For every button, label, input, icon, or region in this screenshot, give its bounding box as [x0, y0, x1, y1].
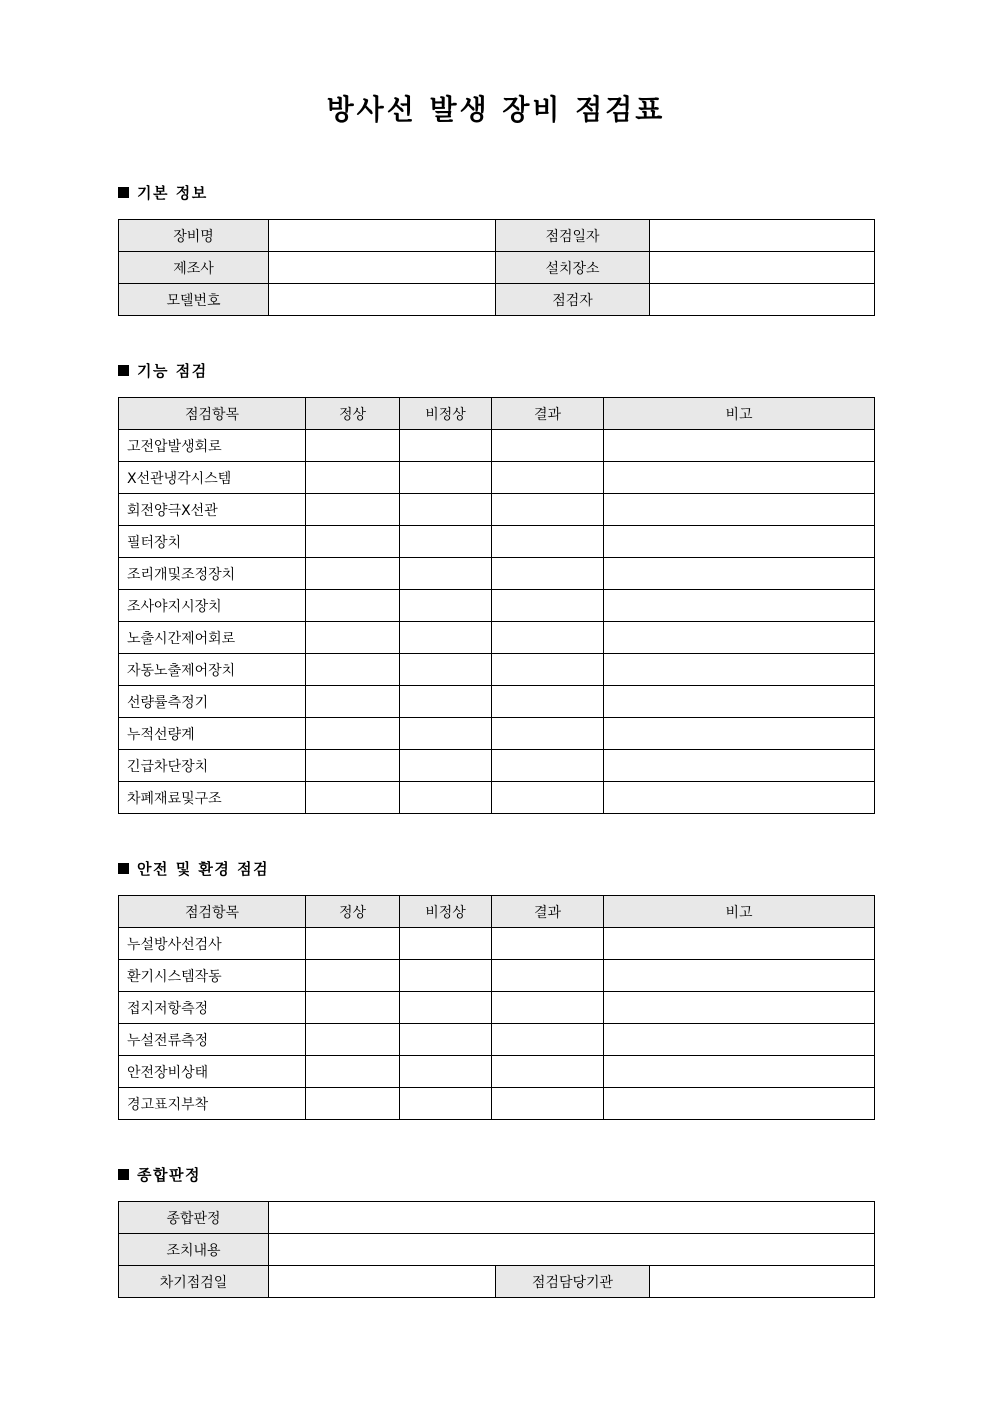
functional-abnormal-cell[interactable]	[400, 718, 492, 750]
safety-normal-cell[interactable]	[306, 1088, 400, 1120]
label-manufacturer: 제조사	[119, 252, 269, 284]
functional-abnormal-cell[interactable]	[400, 654, 492, 686]
safety-remark-cell[interactable]	[604, 960, 875, 992]
functional-remark-cell[interactable]	[604, 686, 875, 718]
functional-abnormal-cell[interactable]	[400, 622, 492, 654]
table-row	[119, 928, 875, 960]
table-row	[119, 558, 875, 590]
safety-item-label: 경고표지부착	[119, 1088, 306, 1120]
safety-normal-cell[interactable]	[306, 928, 400, 960]
functional-item-label: 자동노출제어장치	[119, 654, 306, 686]
safety-remark-cell[interactable]	[604, 992, 875, 1024]
functional-result-cell[interactable]	[492, 462, 604, 494]
functional-remark-cell[interactable]	[604, 750, 875, 782]
label-install-location: 설치장소	[496, 252, 650, 284]
field-inspector[interactable]	[650, 284, 875, 316]
safety-item-label: 환기시스템작동	[119, 960, 306, 992]
safety-result-cell[interactable]	[492, 1056, 604, 1088]
table-row	[119, 1202, 875, 1234]
column-header-item: 점검항목	[119, 398, 306, 430]
safety-result-cell[interactable]	[492, 1088, 604, 1120]
safety-remark-cell[interactable]	[604, 1088, 875, 1120]
section-header-safety-inspection	[118, 858, 874, 879]
safety-remark-cell[interactable]	[604, 1056, 875, 1088]
safety-item-label: 접지저항측정	[119, 992, 306, 1024]
functional-result-cell[interactable]	[492, 494, 604, 526]
field-next-inspection-date[interactable]	[269, 1266, 496, 1298]
functional-item-label: 고전압발생회로	[119, 430, 306, 462]
functional-inspection-table	[118, 397, 875, 814]
functional-remark-cell[interactable]	[604, 558, 875, 590]
safety-item-label: 안전장비상태	[119, 1056, 306, 1088]
table-row	[119, 1088, 875, 1120]
column-header-result: 결과	[492, 398, 604, 430]
table-row	[119, 526, 875, 558]
section-title-basic-info: 기본 정보	[137, 184, 208, 202]
functional-result-cell[interactable]	[492, 622, 604, 654]
functional-normal-cell[interactable]	[306, 526, 400, 558]
section-title-safety-inspection: 안전 및 환경 점검	[137, 860, 270, 878]
section-title-overall-judgement: 종합판정	[137, 1166, 201, 1184]
functional-abnormal-cell[interactable]	[400, 590, 492, 622]
functional-remark-cell[interactable]	[604, 430, 875, 462]
functional-abnormal-cell[interactable]	[400, 462, 492, 494]
safety-abnormal-cell[interactable]	[400, 928, 492, 960]
functional-normal-cell[interactable]	[306, 462, 400, 494]
functional-item-label: 노출시간제어회로	[119, 622, 306, 654]
safety-result-cell[interactable]	[492, 1024, 604, 1056]
column-header-remark: 비고	[604, 398, 875, 430]
functional-item-label: 조사야지시장치	[119, 590, 306, 622]
functional-normal-cell[interactable]	[306, 718, 400, 750]
functional-item-label: 회전양극X선관	[119, 494, 306, 526]
safety-abnormal-cell[interactable]	[400, 960, 492, 992]
field-inspection-agency[interactable]	[650, 1266, 875, 1298]
safety-abnormal-cell[interactable]	[400, 1024, 492, 1056]
functional-remark-cell[interactable]	[604, 462, 875, 494]
functional-item-label: 필터장치	[119, 526, 306, 558]
functional-remark-cell[interactable]	[604, 654, 875, 686]
functional-normal-cell[interactable]	[306, 654, 400, 686]
section-header-functional-inspection	[118, 360, 874, 381]
column-header-item: 점검항목	[119, 896, 306, 928]
square-bullet-icon	[118, 1169, 129, 1180]
table-row	[119, 654, 875, 686]
safety-abnormal-cell[interactable]	[400, 1088, 492, 1120]
functional-abnormal-cell[interactable]	[400, 782, 492, 814]
column-header-remark: 비고	[604, 896, 875, 928]
safety-abnormal-cell[interactable]	[400, 1056, 492, 1088]
functional-item-label: X선관냉각시스템	[119, 462, 306, 494]
label-action-taken: 조치내용	[119, 1234, 269, 1266]
functional-item-label: 선량률측정기	[119, 686, 306, 718]
safety-normal-cell[interactable]	[306, 992, 400, 1024]
safety-result-cell[interactable]	[492, 960, 604, 992]
table-row	[119, 750, 875, 782]
table-row	[119, 462, 875, 494]
table-header-row	[119, 896, 875, 928]
safety-abnormal-cell[interactable]	[400, 992, 492, 1024]
functional-remark-cell[interactable]	[604, 526, 875, 558]
table-row	[119, 1234, 875, 1266]
column-header-result: 결과	[492, 896, 604, 928]
functional-item-label: 차폐재료및구조	[119, 782, 306, 814]
functional-result-cell[interactable]	[492, 718, 604, 750]
square-bullet-icon	[118, 863, 129, 874]
basic-info-table	[118, 219, 875, 316]
safety-inspection-table	[118, 895, 875, 1120]
functional-result-cell[interactable]	[492, 430, 604, 462]
safety-result-cell[interactable]	[492, 928, 604, 960]
table-row	[119, 1056, 875, 1088]
functional-item-label: 누적선량계	[119, 718, 306, 750]
safety-normal-cell[interactable]	[306, 1024, 400, 1056]
section-header-overall-judgement	[118, 1164, 874, 1185]
functional-normal-cell[interactable]	[306, 558, 400, 590]
safety-normal-cell[interactable]	[306, 960, 400, 992]
functional-abnormal-cell[interactable]	[400, 686, 492, 718]
safety-result-cell[interactable]	[492, 992, 604, 1024]
functional-normal-cell[interactable]	[306, 782, 400, 814]
field-manufacturer[interactable]	[269, 252, 496, 284]
column-header-normal: 정상	[306, 896, 400, 928]
label-model-number: 모델번호	[119, 284, 269, 316]
section-title-functional-inspection: 기능 점검	[137, 362, 208, 380]
functional-abnormal-cell[interactable]	[400, 558, 492, 590]
functional-normal-cell[interactable]	[306, 750, 400, 782]
table-header-row	[119, 398, 875, 430]
safety-remark-cell[interactable]	[604, 928, 875, 960]
field-model-number[interactable]	[269, 284, 496, 316]
square-bullet-icon	[118, 187, 129, 198]
label-inspection-agency: 점검담당기관	[496, 1266, 650, 1298]
label-inspector: 점검자	[496, 284, 650, 316]
section-header-basic-info	[118, 182, 874, 203]
functional-abnormal-cell[interactable]	[400, 750, 492, 782]
table-row	[119, 252, 875, 284]
table-row	[119, 220, 875, 252]
safety-item-label: 누설방사선검사	[119, 928, 306, 960]
table-row	[119, 1266, 875, 1298]
table-row	[119, 430, 875, 462]
field-equipment-name[interactable]	[269, 220, 496, 252]
label-next-inspection-date: 차기점검일	[119, 1266, 269, 1298]
functional-abnormal-cell[interactable]	[400, 494, 492, 526]
square-bullet-icon	[118, 365, 129, 376]
column-header-abnormal: 비정상	[400, 398, 492, 430]
table-row	[119, 590, 875, 622]
safety-normal-cell[interactable]	[306, 1056, 400, 1088]
functional-result-cell[interactable]	[492, 654, 604, 686]
functional-normal-cell[interactable]	[306, 590, 400, 622]
column-header-normal: 정상	[306, 398, 400, 430]
safety-remark-cell[interactable]	[604, 1024, 875, 1056]
table-row	[119, 992, 875, 1024]
functional-result-cell[interactable]	[492, 750, 604, 782]
table-row	[119, 718, 875, 750]
functional-normal-cell[interactable]	[306, 494, 400, 526]
label-inspection-date: 점검일자	[496, 220, 650, 252]
table-row	[119, 960, 875, 992]
functional-remark-cell[interactable]	[604, 718, 875, 750]
table-row	[119, 686, 875, 718]
functional-result-cell[interactable]	[492, 686, 604, 718]
safety-item-label: 누설전류측정	[119, 1024, 306, 1056]
table-row	[119, 782, 875, 814]
functional-remark-cell[interactable]	[604, 494, 875, 526]
functional-result-cell[interactable]	[492, 558, 604, 590]
table-row	[119, 284, 875, 316]
functional-result-cell[interactable]	[492, 526, 604, 558]
functional-item-label: 조리개및조정장치	[119, 558, 306, 590]
functional-normal-cell[interactable]	[306, 430, 400, 462]
column-header-abnormal: 비정상	[400, 896, 492, 928]
field-action-taken[interactable]	[269, 1234, 875, 1266]
functional-normal-cell[interactable]	[306, 622, 400, 654]
functional-remark-cell[interactable]	[604, 782, 875, 814]
functional-abnormal-cell[interactable]	[400, 526, 492, 558]
field-inspection-date[interactable]	[650, 220, 875, 252]
label-overall-judgement: 종합판정	[119, 1202, 269, 1234]
functional-result-cell[interactable]	[492, 590, 604, 622]
functional-item-label: 긴급차단장치	[119, 750, 306, 782]
field-install-location[interactable]	[650, 252, 875, 284]
page-title: 방사선 발생 장비 점검표	[326, 93, 666, 126]
table-row	[119, 622, 875, 654]
table-row	[119, 1024, 875, 1056]
field-overall-judgement[interactable]	[269, 1202, 875, 1234]
functional-remark-cell[interactable]	[604, 590, 875, 622]
functional-abnormal-cell[interactable]	[400, 430, 492, 462]
table-row	[119, 494, 875, 526]
label-equipment-name: 장비명	[119, 220, 269, 252]
functional-result-cell[interactable]	[492, 782, 604, 814]
functional-normal-cell[interactable]	[306, 686, 400, 718]
functional-remark-cell[interactable]	[604, 622, 875, 654]
overall-judgement-table	[118, 1201, 875, 1298]
